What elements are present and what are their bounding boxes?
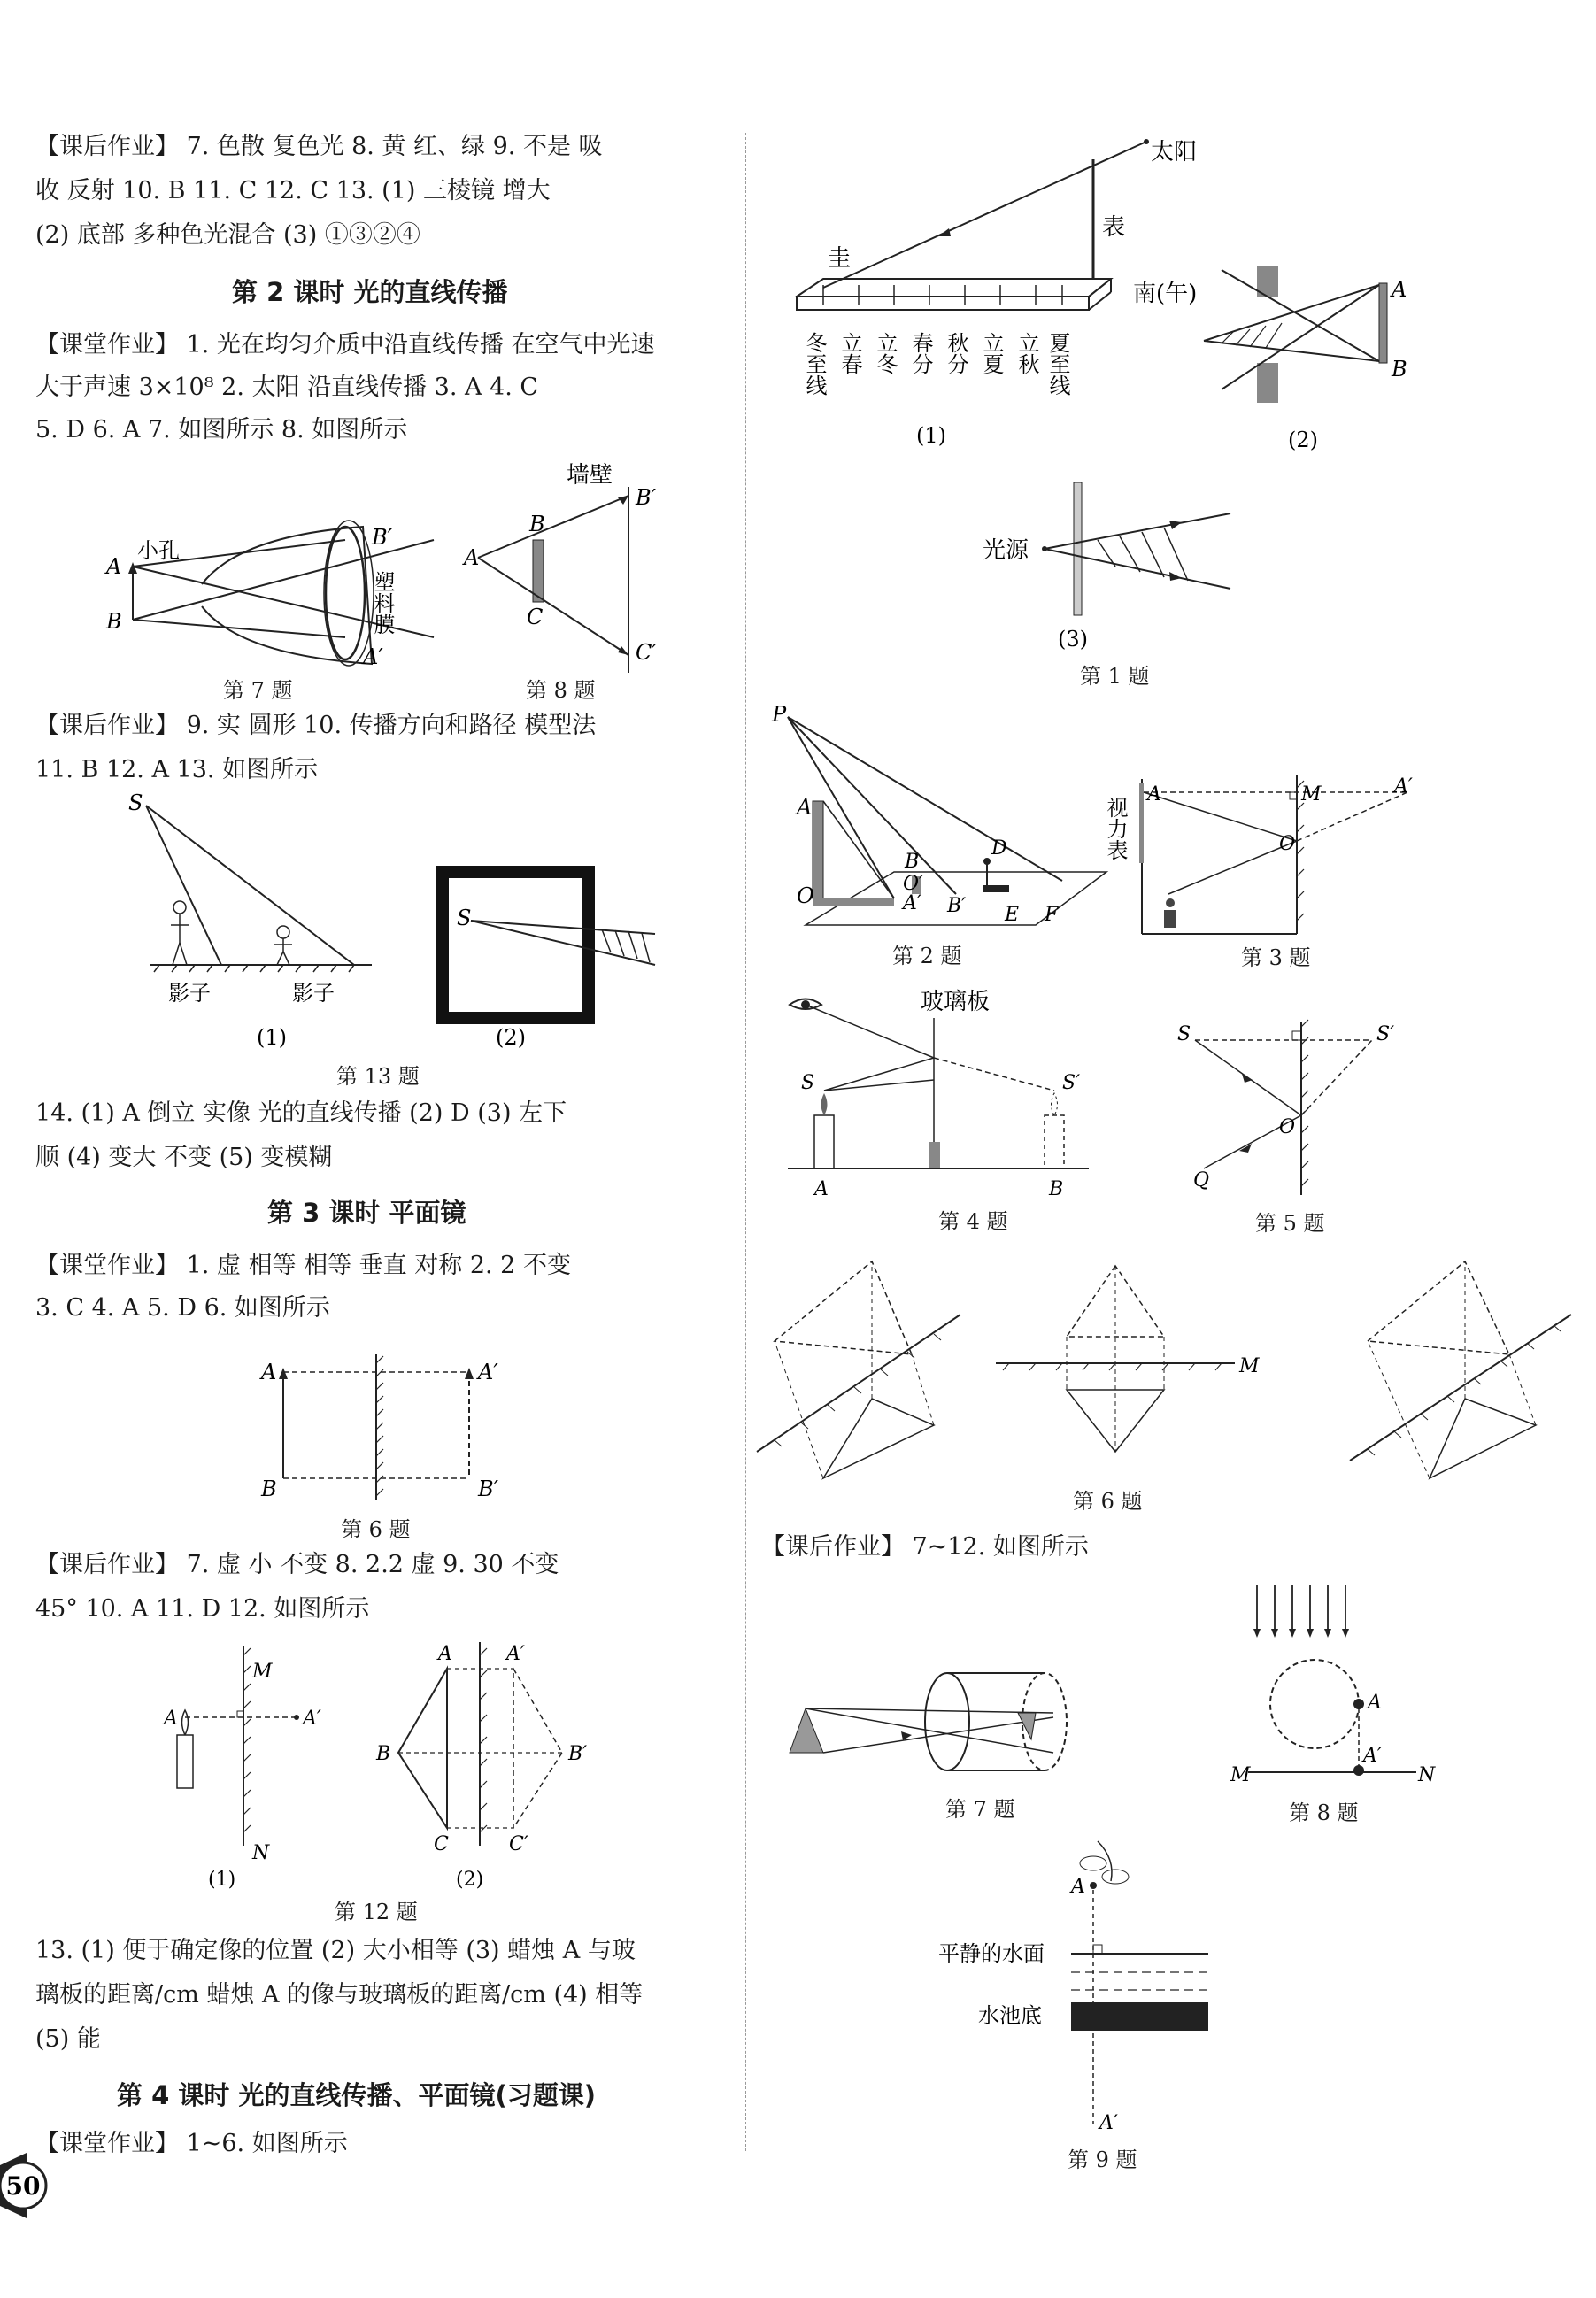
fig2-label-d: D [991,837,1007,860]
fig6-label-m: M [1239,1355,1260,1377]
fig9-bottom: 水池底 [978,2003,1042,2028]
fig1-term-6: 立秋 [1014,332,1039,374]
figure-2-shadow [770,704,1115,960]
fig8-label-bp: B′ [636,485,657,510]
fig9-caption: 第 9 题 [1068,2148,1137,2172]
fig7-label-b: B [106,609,122,634]
fig2-label-ap: A′ [903,892,921,914]
fig13-label-s: S [128,790,143,815]
fig6-label-ap: A′ [478,1360,498,1384]
figure-5-mirror [1168,1009,1399,1204]
fig12-label-a2: A [438,1643,452,1665]
fig8-label-cp: C′ [636,640,657,665]
fig13-shadow1: 影子 [168,981,211,1006]
fig2-label-p: P [772,702,787,727]
fig5-label-sp: S′ [1376,1023,1395,1045]
figure-4-glass [788,983,1106,1200]
fig2-label-e: E [1005,904,1020,926]
answer-line: 收 反射 10. B 11. C 12. C 13. (1) 三棱镜 增大 [35,177,551,204]
fig7-label-ap: A′ [363,644,383,669]
fig1-sub1: (1) [916,423,946,448]
fig1-term-7: 夏至线 [1045,332,1070,396]
fig12-label-ap: A′ [303,1708,321,1730]
figure-7-pinhole [97,460,434,699]
fig8r-label-ap: A′ [1363,1745,1382,1767]
answer-line: 【课后作业】 7. 色散 复色光 8. 黄 红、绿 9. 不是 吸 [35,133,603,160]
fig5-label-s: S [1177,1023,1191,1045]
fig12-label-bp: B′ [568,1743,588,1765]
fig7-caption: 第 7 题 [223,678,293,703]
figure-8-sun-rays [1230,1585,1434,1788]
section-title: 第 3 课时 平面镜 [267,1198,466,1228]
figure-9-water [938,1841,1284,2142]
fig6-label-a: A [261,1360,277,1384]
answer-line: 5. D 6. A 7. 如图所示 8. 如图所示 [35,416,408,443]
fig5-label-q: Q [1193,1169,1210,1191]
fig8-wall: 墙壁 [567,462,613,489]
fig2-label-b: B [905,851,920,873]
fig13-label-s2: S [457,906,472,930]
answer-line: 【课堂作业】 1. 虚 相等 相等 垂直 对称 2. 2 不变 [35,1252,571,1279]
figure-3-eye-chart [1103,770,1416,956]
fig2-label-f: F [1045,904,1059,926]
fig12-caption: 第 12 题 [335,1900,418,1924]
fig7-film: 塑料膜 [370,571,395,635]
fig3-label-ap: A′ [1394,775,1413,798]
fig2-label-bp: B′ [947,895,967,917]
figure-8-shadow [451,460,699,682]
fig12-sub1: (1) [208,1869,236,1891]
fig8r-label-a: A [1368,1692,1382,1714]
section-title: 第 4 课时 光的直线传播、平面镜(习题课) [117,2080,596,2110]
fig1-term-3: 春分 [908,332,933,374]
fig2-label-a: A [797,795,813,820]
figure-1-shadow-cone [1204,257,1407,460]
fig12-label-c: C [434,1833,449,1855]
answer-line: 3. C 4. A 5. D 6. 如图所示 [35,1294,330,1322]
answer-line: 14. (1) A 倒立 实像 光的直线传播 (2) D (3) 左下 [35,1099,567,1127]
fig13-caption: 第 13 题 [336,1064,420,1089]
fig12-label-ap2: A′ [506,1643,525,1665]
fig8-label-a: A [464,545,480,570]
fig4-caption: 第 4 题 [938,1209,1008,1234]
fig13-sub2: (2) [496,1025,526,1050]
fig13-sub1: (1) [257,1025,287,1050]
figure-7-camera [788,1646,1080,1788]
fig8r-label-m: M [1230,1764,1251,1786]
fig12-label-m: M [252,1661,273,1683]
fig1-sub3: (3) [1058,627,1088,652]
fig4-label-s: S [801,1072,815,1094]
fig1-label-b: B [1392,357,1407,382]
page-number-badge [0,2153,53,2218]
fig12-label-cp: C′ [509,1833,528,1855]
fig1-light: 光源 [983,537,1029,564]
figure-1-gnomon [797,133,1198,460]
fig5-caption: 第 5 题 [1255,1211,1325,1236]
fig1-term-4: 秋分 [944,332,968,374]
fig1-south: 南(午) [1133,281,1198,307]
answer-line: (2) 底部 多种色光混合 (3) ①③②④ [35,221,420,249]
figure-6-constructions [757,1257,1580,1478]
fig1-sun: 太阳 [1151,139,1198,166]
fig7-hole: 小孔 [137,538,180,563]
fig6r-caption: 第 6 题 [1073,1489,1143,1514]
fig2-label-o: O [797,883,814,908]
fig1-label-a: A [1392,277,1407,302]
fig2-label-op: O′ [903,873,924,895]
fig6-label-bp: B′ [478,1477,499,1501]
fig9-label-a: A [1071,1876,1085,1898]
fig8-label-b: B [529,512,545,536]
fig12-sub2: (2) [456,1869,484,1891]
fig3-label-a: A [1147,783,1161,806]
figure-13-shadow [106,788,673,1053]
fig9-label-ap: A′ [1099,2112,1118,2134]
answer-line: 13. (1) 便于确定像的位置 (2) 大小相等 (3) 蜡烛 A 与玻 [35,1937,636,1964]
fig4-label-b: B [1049,1178,1064,1200]
figure-6-mirror [252,1346,518,1505]
fig6-caption: 第 6 题 [341,1517,411,1542]
fig7-label-bp: B′ [372,525,393,550]
answer-line: (5) 能 [35,2025,101,2053]
fig1-term-0: 冬至线 [802,332,827,396]
page-number: 50 [5,2171,41,2201]
fig1-biao: 表 [1102,214,1126,241]
fig6-label-b: B [261,1477,277,1501]
answer-line: 【课后作业】 7~12. 如图所示 [761,1533,1089,1561]
fig3-caption: 第 3 题 [1241,945,1311,970]
fig3-label-o: O [1279,833,1296,855]
fig8-label-c: C [527,605,544,629]
fig4-label-sp: S′ [1062,1072,1081,1094]
answer-line: 【课后作业】 9. 实 圆形 10. 传播方向和路径 模型法 [35,712,597,739]
fig4-glass: 玻璃板 [921,989,991,1015]
fig8-caption: 第 8 题 [526,678,596,703]
fig1-caption: 第 1 题 [1080,664,1150,689]
section-title: 第 2 课时 光的直线传播 [232,277,508,307]
fig12-label-b: B [376,1743,391,1765]
fig9-water: 平静的水面 [938,1941,1045,1966]
fig2-caption: 第 2 题 [892,944,962,968]
fig8r-label-n: N [1418,1764,1436,1786]
fig1-term-5: 立夏 [979,332,1004,374]
fig1-gui: 圭 [828,245,852,272]
fig1-term-2: 立冬 [873,332,898,374]
answer-line: 45° 10. A 11. D 12. 如图所示 [35,1595,370,1623]
fig3-label-m: M [1301,783,1322,806]
fig5-label-o: O [1279,1116,1296,1138]
fig13-shadow2: 影子 [292,981,335,1006]
column-divider [745,133,746,2151]
fig7-label-a: A [106,554,122,579]
figure-1-light-source [983,478,1248,655]
answer-line: 璃板的距离/cm 蜡烛 A 的像与玻璃板的距离/cm (4) 相等 [35,1981,644,2009]
fig8r-caption: 第 8 题 [1289,1801,1359,1825]
fig7r-caption: 第 7 题 [945,1797,1015,1822]
answer-line: 【课堂作业】 1~6. 如图所示 [35,2130,348,2157]
answer-line: 【课后作业】 7. 虚 小 不变 8. 2.2 虚 9. 30 不变 [35,1551,559,1578]
fig1-sub2: (2) [1288,428,1318,452]
fig12-label-a: A [164,1708,178,1730]
answer-line: 【课堂作业】 1. 光在均匀介质中沿直线传播 在空气中光速 [35,331,655,359]
answer-line: 顺 (4) 变大 不变 (5) 变模糊 [35,1144,333,1171]
fig1-term-1: 立春 [837,332,862,374]
answer-line: 11. B 12. A 13. 如图所示 [35,756,319,783]
fig12-label-n: N [252,1842,270,1864]
figure-12-mirror [159,1638,620,1891]
fig4-label-a: A [814,1178,829,1200]
fig3-chart: 视力表 [1103,797,1128,860]
answer-line: 大于声速 3×10⁸ 2. 太阳 沿直线传播 3. A 4. C [35,374,539,401]
